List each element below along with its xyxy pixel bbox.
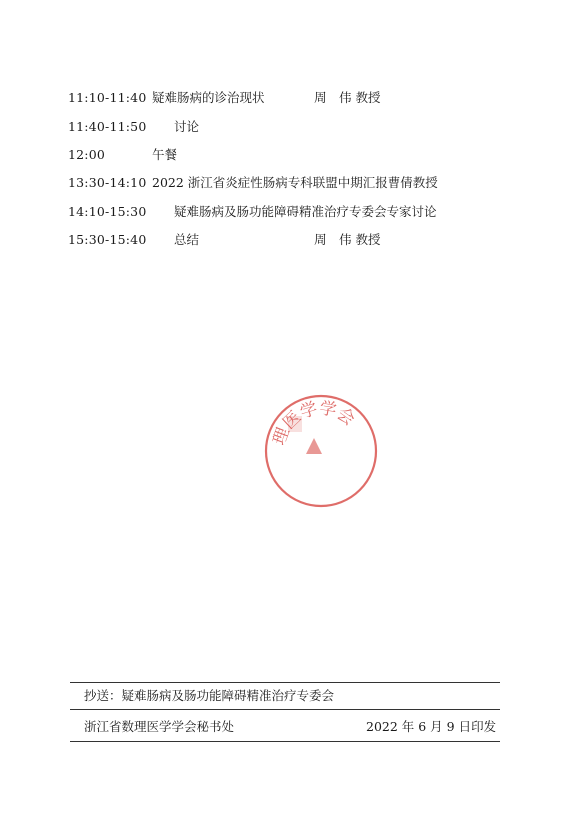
schedule-time: 12:00 — [68, 147, 106, 162]
schedule-time: 11:40-11:50 — [68, 119, 147, 134]
cc-line: 抄送：疑难肠病及肠功能障碍精准治疗专委会 — [84, 688, 335, 703]
schedule-topic: 总结 — [174, 232, 200, 247]
schedule-topic: 讨论 — [174, 119, 200, 134]
schedule-speaker: 周 伟 教授 — [314, 90, 381, 105]
divider — [70, 682, 500, 683]
issue-date: 2022 年 6 月 9 日印发 — [366, 719, 497, 734]
schedule-topic: 午餐 — [152, 147, 178, 162]
schedule-time: 14:10-15:30 — [68, 204, 147, 219]
divider — [70, 741, 500, 742]
issuer: 浙江省数理医学学会秘书处 — [84, 719, 235, 734]
schedule-time: 11:10-11:40 — [68, 90, 147, 105]
schedule-topic: 疑难肠病的诊治现状 — [152, 90, 265, 105]
svg-text:理医学学会: 理医学学会 — [269, 398, 359, 448]
official-seal — [262, 392, 380, 510]
schedule-speaker: 周 伟 教授 — [314, 232, 381, 247]
schedule-time: 15:30-15:40 — [68, 232, 147, 247]
schedule-topic: 疑难肠病及肠功能障碍精准治疗专委会专家讨论 — [174, 204, 437, 219]
schedule-topic: 2022 浙江省炎症性肠病专科联盟中期汇报曹倩教授 — [152, 175, 438, 190]
divider — [70, 709, 500, 710]
schedule-time: 13:30-14:10 — [68, 175, 147, 190]
